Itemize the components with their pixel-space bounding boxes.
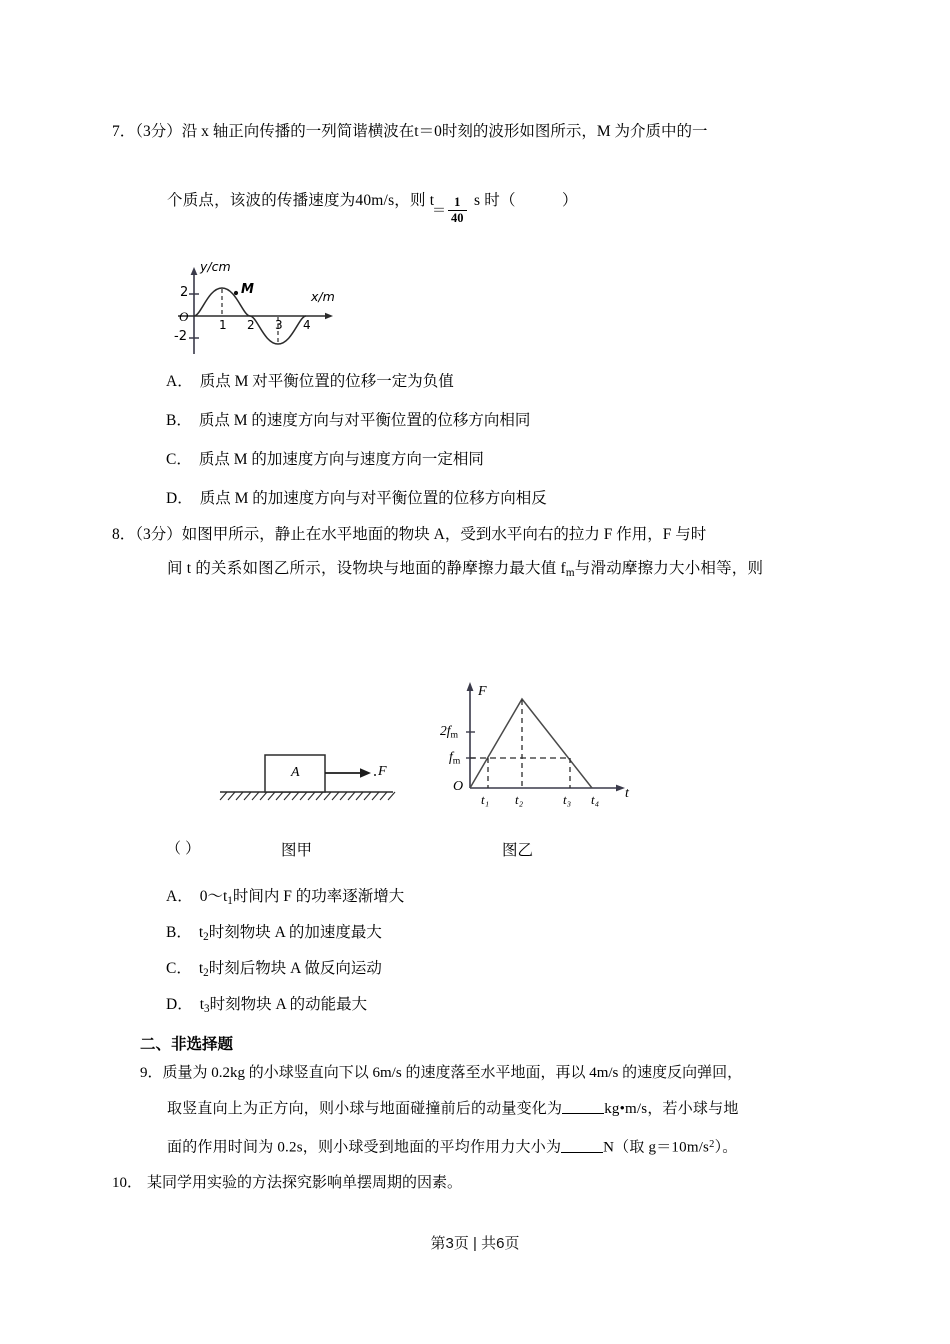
- q8-score: （3分）: [135, 526, 182, 543]
- q7-line1: 沿 x 轴正向传播的一列简谐横波在t＝0时刻的波形如图所示，M 为介质中的一: [181, 123, 708, 140]
- q9-line3: [167, 1134, 737, 1159]
- graph-origin-label: O: [453, 779, 464, 794]
- q8-option-a-post: 时间内 F 的功率逐渐增大: [232, 888, 405, 905]
- wave-origin-label: O: [179, 309, 189, 324]
- q7-fraction-expression: [432, 196, 469, 224]
- q8-option-b-post: 时刻物块 A 的加速度最大: [208, 924, 382, 941]
- block-label-a: A: [291, 765, 300, 780]
- q7-fraction-numerator: 1: [454, 195, 461, 209]
- graph-y-tick-2fm-text: 2f: [440, 723, 451, 738]
- graph-y-tick-fm-text: f: [449, 749, 453, 764]
- q8-line2-a: 间 t 的关系如图乙所示，设物块与地面的静摩擦力最大值 f: [167, 560, 566, 577]
- q7-option-a[interactable]: [166, 371, 454, 393]
- wave-y-axis-label: y/cm: [200, 259, 231, 274]
- q7-option-c[interactable]: [166, 449, 484, 471]
- graph-y-tick-2fm: [440, 723, 458, 740]
- wave-x-axis-label: x/m: [311, 289, 335, 304]
- q8-option-d[interactable]: [166, 994, 367, 1020]
- q8-option-d-sub: 3: [204, 1002, 210, 1015]
- q8-line2-b: 与滑动摩擦力大小相等，则: [574, 560, 764, 577]
- q7-option-a-text: 质点 M 对平衡位置的位移一定为负值: [199, 373, 454, 390]
- q8-option-c-pre: t: [198, 960, 204, 977]
- q8-option-b[interactable]: [166, 922, 382, 948]
- q7-option-a-label: A．: [166, 373, 193, 390]
- q7-line2-post: s 时（: [474, 192, 516, 209]
- q7-equals-sign: ＝: [432, 204, 446, 219]
- q10-line1: 某同学用实验的方法探究影响单摆周期的因素。: [147, 1175, 463, 1191]
- q8-option-b-sub: 2: [203, 930, 209, 943]
- q8-answer-paren[interactable]: （ ）: [166, 841, 201, 857]
- q7-fraction: [448, 196, 467, 224]
- question-9-number: [140, 1062, 742, 1084]
- force-label-f: F: [378, 764, 387, 779]
- q7-option-b-text: 质点 M 的速度方向与对平衡位置的位移方向相同: [198, 412, 531, 429]
- q8-figure-jia: [215, 740, 400, 808]
- question-10-number: [112, 1172, 462, 1194]
- wave-point-m-label: M: [241, 282, 254, 297]
- q9-line1: 质量为 0.2kg 的小球竖直向下以 6m/s 的速度落至水平地面，再以 4m/s 的速度反向弹回，: [162, 1065, 743, 1081]
- q7-option-c-label: C．: [166, 451, 192, 468]
- graph-y-tick-2fm-sub: m: [450, 729, 459, 741]
- q9-num-text: 9．: [140, 1065, 163, 1081]
- graph-x-tick-t4: t₄: [591, 792, 600, 807]
- q7-line2-end: ）: [562, 192, 578, 209]
- q9-line2-a: 取竖直向上为正方向，则小球与地面碰撞前后的动量变化为: [167, 1101, 563, 1117]
- q7-line2-pre: 个质点，该波的传播速度为40m/s，则 t: [167, 192, 435, 209]
- q8-option-c[interactable]: [166, 958, 382, 984]
- q8-figure-yi: [422, 672, 642, 812]
- graph-x-tick-t1: t₁: [481, 792, 490, 807]
- q7-num-text: 7．: [112, 123, 136, 140]
- figure-yi-caption: 图乙: [502, 842, 534, 859]
- graph-y-tick-fm: [449, 749, 460, 766]
- q8-option-b-pre: t: [198, 924, 204, 941]
- q7-fraction-denominator: 40: [448, 210, 467, 225]
- q7-option-d-label: D．: [166, 490, 193, 507]
- wave-x-tick-3: 3: [275, 318, 283, 332]
- graph-x-tick-t3: t₃: [563, 792, 572, 807]
- q7-option-b[interactable]: [166, 410, 530, 432]
- wave-x-tick-1: 1: [219, 318, 227, 332]
- q8-option-a-pre: 0～t: [199, 888, 228, 905]
- figure-jia-caption: 图甲: [281, 842, 313, 859]
- q7-option-d-text: 质点 M 的加速度方向与对平衡位置的位移方向相反: [199, 490, 547, 507]
- q8-option-b-label: B．: [166, 924, 192, 941]
- q8-option-d-pre: t: [199, 996, 205, 1013]
- q9-line3-c: ）。: [714, 1139, 738, 1156]
- q8-option-c-post: 时刻后物块 A 做反向运动: [208, 960, 382, 977]
- wave-x-tick-2: 2: [247, 318, 255, 332]
- q8-option-a-sub: 1: [227, 894, 233, 907]
- q9-line3-sup: 2: [709, 1139, 715, 1150]
- graph-y-tick-fm-sub: m: [452, 755, 461, 767]
- q9-blank-2[interactable]: [561, 1139, 603, 1153]
- q7-option-c-text: 质点 M 的加速度方向与速度方向一定相同: [198, 451, 484, 468]
- block-on-ground-svg: [215, 740, 400, 808]
- q9-line2: [167, 1098, 739, 1120]
- q8-num-text: 8．: [112, 526, 136, 543]
- q8-option-d-label: D．: [166, 996, 193, 1013]
- q8-line2-sub: m: [565, 566, 575, 579]
- q7-option-d[interactable]: [166, 488, 547, 510]
- q8-option-c-sub: 2: [203, 966, 209, 979]
- graph-x-axis-label-t: t: [625, 786, 629, 801]
- q8-line1: 如图甲所示，静止在水平地面的物块 A，受到水平向右的拉力 F 作用，F 与时: [181, 526, 707, 543]
- q8-option-a-label: A．: [166, 888, 193, 905]
- q8-option-c-label: C．: [166, 960, 192, 977]
- section-2-heading: 二、非选择题: [140, 1036, 234, 1053]
- graph-y-axis-label-f: F: [478, 684, 487, 699]
- q9-line3-b: N（取 g＝10m/s: [603, 1139, 710, 1156]
- question-8-number: [112, 524, 706, 546]
- q8-line2: [167, 558, 763, 584]
- q9-blank-1[interactable]: [562, 1100, 604, 1114]
- wave-y-tick-2: 2: [180, 285, 189, 300]
- q9-line2-b: kg•m/s，若小球与地: [604, 1101, 739, 1117]
- wave-y-tick-neg2: -2: [174, 329, 187, 344]
- q10-num-text: 10．: [112, 1175, 143, 1191]
- wave-graph-svg: [168, 262, 343, 362]
- page-footer: 第3页 | 共6页: [430, 1235, 520, 1252]
- graph-x-tick-t2: t₂: [515, 792, 524, 807]
- q7-wave-figure: [168, 259, 343, 362]
- q9-line3-a: 面的作用时间为 0.2s，则小球受到地面的平均作用力大小为: [167, 1139, 562, 1156]
- q8-option-a[interactable]: [166, 886, 404, 912]
- question-7-number: [112, 121, 708, 143]
- q8-option-d-post: 时刻物块 A 的动能最大: [209, 996, 368, 1013]
- q7-score: （3分）: [135, 123, 182, 140]
- q7-option-b-label: B．: [166, 412, 192, 429]
- wave-x-tick-4: 4: [303, 318, 311, 332]
